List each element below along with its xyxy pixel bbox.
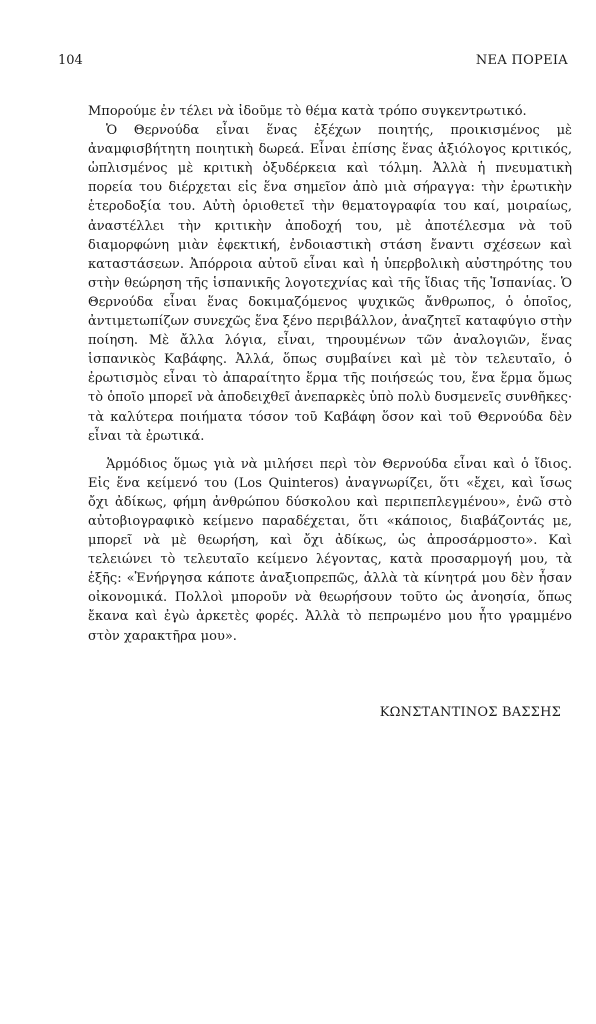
journal-title: ΝΕΑ ΠΟΡΕΙΑ <box>475 53 568 68</box>
page-number: 104 <box>58 53 83 68</box>
paragraph-intro: Μπορούμε ἐν τέλει νὰ ἰδοῦμε τὸ θέμα κατὰ τρόπο συγκεντρωτικό. <box>88 104 527 119</box>
article-body <box>88 102 572 646</box>
author-signature: ΚΩΝΣΤΑΝΤΙΝΟΣ ΒΑΣΣΗΣ <box>379 705 561 720</box>
paragraph-self-view: Ἁρμόδιος ὅμως γιὰ νὰ μιλήσει περὶ τὸν Θερνούδα εἶναι καὶ ὁ ἴδιος. Εἰς ἕνα κείμενό του (Los Quinteros) ἀναγνωρίζει, ὅτι «ἔχει, καὶ ἴσως ὄχι ἀδίκως, φήμη ἀνθρώπου δύσκολου καὶ περιπεπλεγμένου», ἐνῶ στὸ αὐτοβιογραφικὸ κείμενο παραδέχεται, ὅτι «κάποιος, διαβάζοντάς με, μπορεῖ νὰ μὲ θεωρήση, καὶ ὄχι ἀδίκως, ὡς ἀπροσάρμοστο». Καὶ τελειώνει τὸ τελευταῖο κείμενο λέγοντας, κατὰ προσαρμογή μου, τὰ ἑξῆς: «Ἐνήργησα κάποτε ἀναξιοπρεπῶς, ἀλλὰ τὰ κίνητρά μου δὲν ἦσαν οἰκονομικά. Πολλοὶ μποροῦν νὰ θεωρήσουν τοῦτο ὡς ἀνοησία, ὅπως ἔκανα καὶ ἐγὼ ἀρκετὲς φορές. Ἀλλὰ τὸ πεπρωμένο μου ἦτο γραμμένο στὸν χαρακτῆρα μου». <box>88 456 572 644</box>
running-header <box>58 53 568 73</box>
paragraph-assessment: Ὁ Θερνούδα εἶναι ἕνας ἐξέχων ποιητής, προικισμένος μὲ ἀναμφισβήτητη ποιητικὴ δωρεά. Εἶναι ἐπίσης ἕνας ἀξιόλογος κριτικός, ὡπλισμένος μὲ κριτικὴ ὀξυδέρκεια καὶ τόλμη. Ἀλλὰ ἡ πνευματικὴ πορεία του διέρχεται εἰς ἕνα σημεῖον ἀπὸ μιὰ σήραγγα: τὴν ἐρωτικὴν ἑτεροδοξία του. Αὐτὴ ὁριοθετεῖ τὴν θεματογραφία του καί, μοιραίως, ἀναστέλλει τὴν κριτικὴν ἀποδοχή του, μὲ ἀποτέλεσμα νὰ τοῦ διαμορφώνη μιὰν ἐφεκτική, ἐνδοιαστικὴ στάση ἔναντι σχέσεων καὶ καταστάσεων. Ἀπόρροια αὐτοῦ εἶναι καὶ ἡ ὑπερβολικὴ αὐστηρότης του στὴν θεώρηση τῆς ἱσπανικῆς λογοτεχνίας καὶ τῆς ἴδιας τῆς Ἱσπανίας. Ὁ Θερνούδα εἶναι ἕνας δοκιμαζόμενος ψυχικῶς ἄνθρωπος, ὁ ὁποῖος, ἀντιμετωπίζων συνεχῶς ἕνα ξένο περιβάλλον, ἀναζητεῖ καταφύγιο στὴν ποίηση. Μὲ ἄλλα λόγια, εἶναι, τηρουμένων τῶν ἀναλογιῶν, ἕνας ἱσπανικὸς Καβάφης. Ἀλλά, ὅπως συμβαίνει καὶ μὲ τὸν τελευταῖο, ὁ ἐρωτισμὸς εἶναι τὸ ἀπαραίτητο ἕρμα τῆς ποιήσεώς του, ἕνα ἕρμα ὅμως τὸ ὁποῖο μπορεῖ νὰ ἀποδειχθεῖ ἀνεπαρκὲς ὑπὸ πολὺ δυσμενεῖς συνθῆκες· τὰ καλύτερα ποιήματα τόσον τοῦ Καβάφη ὅσον καὶ τοῦ Θερνούδα δὲν εἶναι τὰ ἐρωτικά. <box>88 123 572 444</box>
